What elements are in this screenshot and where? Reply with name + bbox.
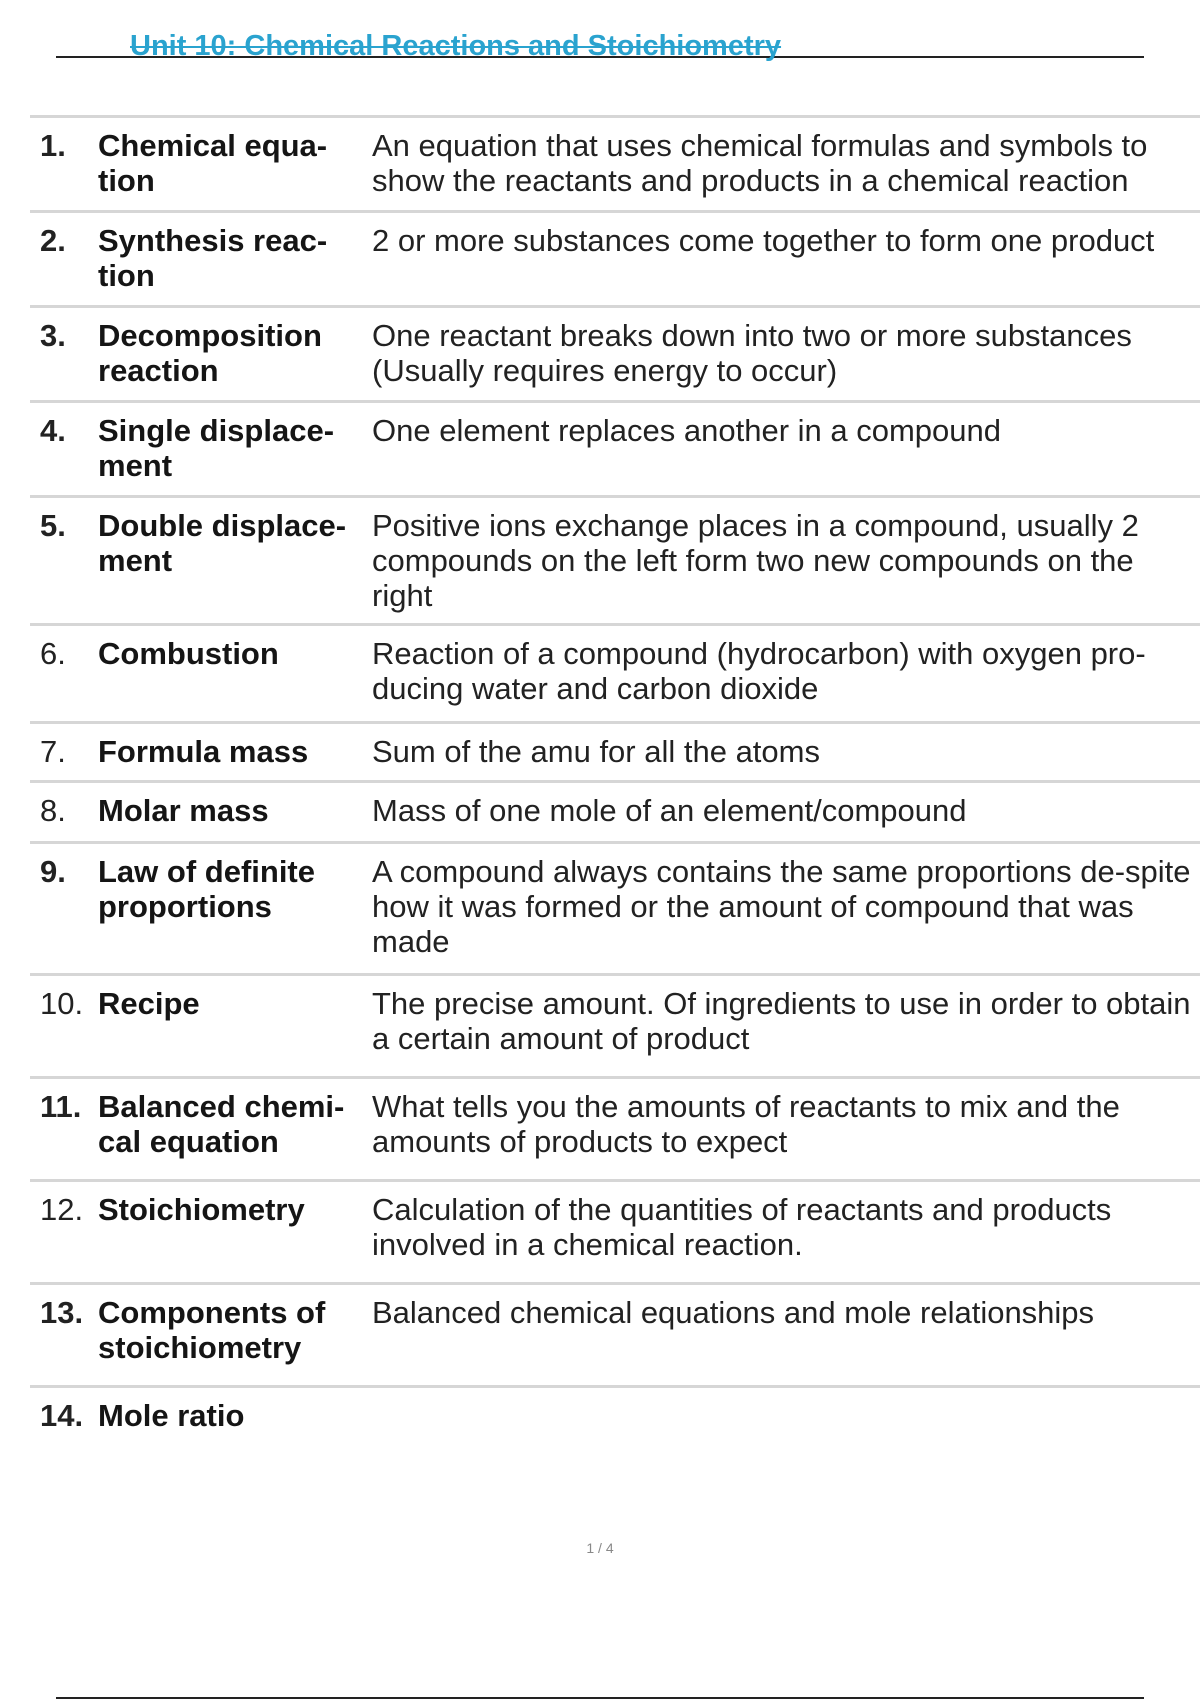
row-definition: Reaction of a compound (hydrocarbon) with oxygen pro-ducing water and carbon dioxide (372, 636, 1146, 706)
row-number: 5. (40, 508, 66, 543)
page-title: Unit 10: Chemical Reactions and Stoichiometry (130, 30, 782, 62)
table-row (30, 115, 1200, 210)
row-definition: 2 or more substances come together to form one product (372, 223, 1155, 258)
row-definition: The precise amount. Of ingredients to use in order to obtain a certain amount of product (372, 986, 1191, 1056)
table-row (30, 841, 1200, 973)
row-term: Recipe (98, 986, 200, 1021)
table-row (30, 305, 1200, 400)
row-number: 6. (40, 636, 66, 671)
row-term: Components of stoichiometry (98, 1295, 326, 1365)
row-definition: A compound always contains the same proportions de-spite how it was formed or the amount of compound that was made (372, 854, 1191, 959)
row-term: Single displace- ment (98, 413, 335, 483)
row-number: 8. (40, 793, 66, 828)
row-definition: One reactant breaks down into two or more substances (Usually requires energy to occur) (372, 318, 1132, 388)
table-row (30, 400, 1200, 495)
row-term: Stoichiometry (98, 1192, 305, 1227)
row-number: 12. (40, 1192, 84, 1227)
row-definition: One element replaces another in a compound (372, 413, 1002, 448)
row-definition: Positive ions exchange places in a compound, usually 2 compounds on the left form two new compounds on the right (372, 508, 1139, 613)
table-row (30, 780, 1200, 841)
row-number: 7. (40, 734, 66, 769)
row-term: Decomposition reaction (98, 318, 322, 388)
table-row (30, 721, 1200, 780)
table-row (30, 1282, 1200, 1385)
table-row (30, 1385, 1200, 1455)
row-number: 10. (40, 986, 84, 1021)
row-number: 1. (40, 128, 66, 163)
page-indicator: 1 / 4 (586, 1540, 614, 1556)
table-row (30, 1179, 1200, 1282)
row-number: 3. (40, 318, 66, 353)
table-row (30, 623, 1200, 721)
table-row (30, 1076, 1200, 1179)
document-header (56, 30, 1144, 60)
row-number: 2. (40, 223, 66, 258)
footer-rule (56, 1697, 1144, 1699)
row-definition: Balanced chemical equations and mole relationships (372, 1295, 1095, 1330)
flashcard-table (30, 115, 1200, 1455)
row-number: 4. (40, 413, 66, 448)
row-term: Mole ratio (98, 1398, 245, 1433)
row-term: Chemical equa- tion (98, 128, 328, 198)
row-number: 14. (40, 1398, 84, 1433)
table-row (30, 495, 1200, 623)
row-number: 13. (40, 1295, 84, 1330)
row-term: Law of definite proportions (98, 854, 315, 924)
row-term: Molar mass (98, 793, 269, 828)
table-row (30, 973, 1200, 1076)
row-definition: Sum of the amu for all the atoms (372, 734, 820, 769)
row-definition: Mass of one mole of an element/compound (372, 793, 967, 828)
row-term: Combustion (98, 636, 279, 671)
row-definition: Calculation of the quantities of reactants and products involved in a chemical reaction. (372, 1192, 1112, 1262)
row-number: 9. (40, 854, 66, 889)
row-term: Double displace- ment (98, 508, 347, 578)
row-definition: What tells you the amounts of reactants to mix and the amounts of products to expect (372, 1089, 1120, 1159)
row-term: Formula mass (98, 734, 309, 769)
row-term: Balanced chemi- cal equation (98, 1089, 345, 1159)
row-definition: An equation that uses chemical formulas and symbols to show the reactants and products in a chemical reaction (372, 128, 1148, 198)
table-row (30, 210, 1200, 305)
row-number: 11. (40, 1089, 82, 1124)
row-term: Synthesis reac- tion (98, 223, 328, 293)
